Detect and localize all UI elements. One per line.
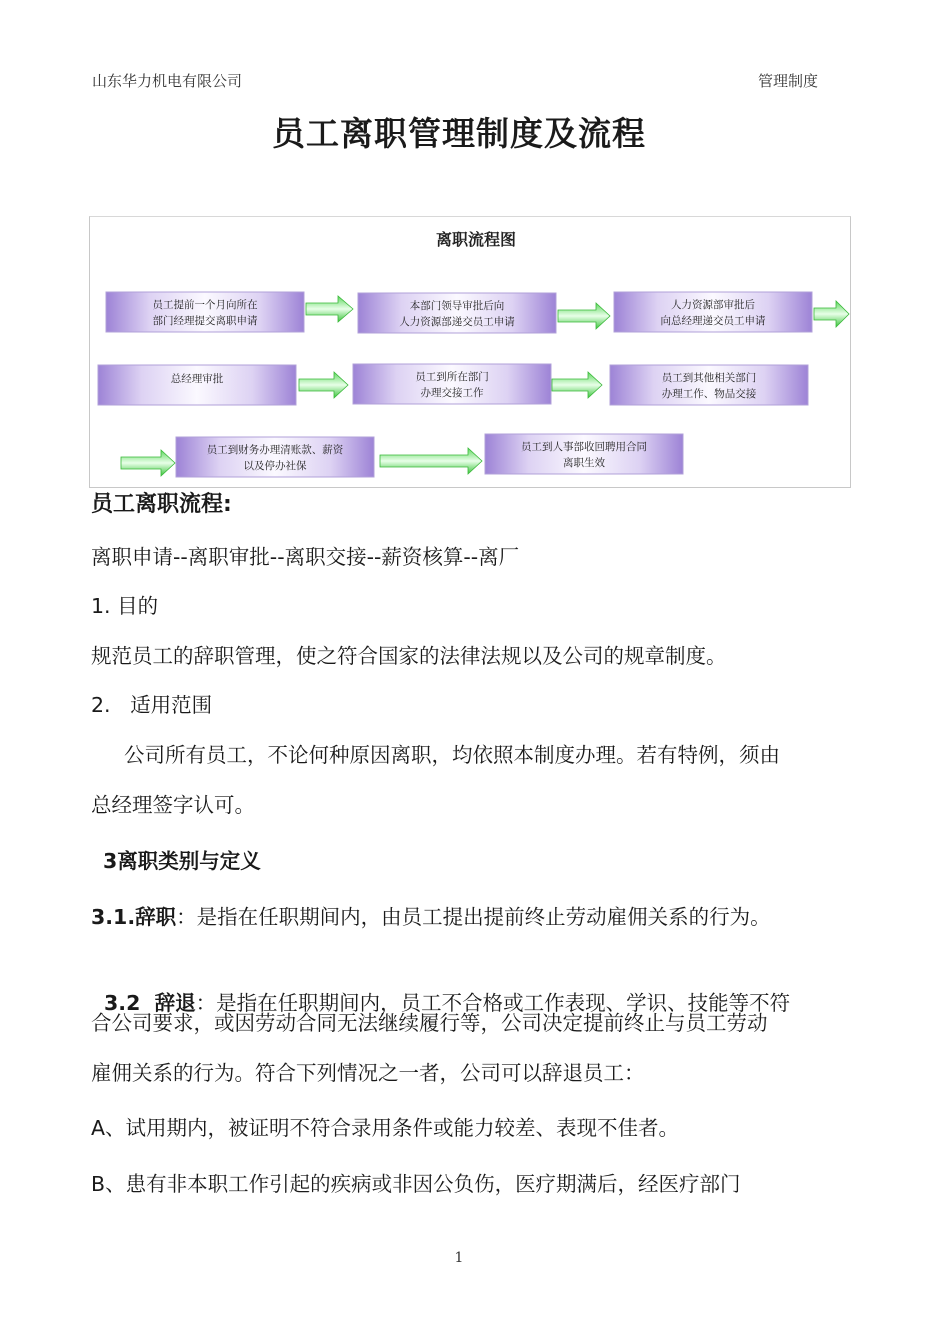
section-3-1-term: 3.1.辞职 [91,905,177,929]
flow-step-6 [610,365,808,405]
flow-step-2-line1: 本部门领导审批后向 [409,300,505,312]
flow-summary: 离职申请--离职审批--离职交接--薪资核算--离厂 [91,545,520,569]
flow-arrow-icon [380,448,482,474]
flow-step-4-line1: 总经理审批 [170,373,224,385]
flow-step-7-line1: 员工到财务办理清账款、薪资 [206,444,344,456]
flowchart [89,216,851,488]
flow-arrow-icon [558,303,610,329]
section-3-1-text: ：是指在任职期间内，由员工提出提前终止劳动雇佣关系的行为。 [176,905,771,929]
item-a: A、试用期内，被证明不符合录用条件或能力较差、表现不佳者。 [91,1116,680,1140]
section-1-heading: 1. 目的 [91,594,159,618]
flow-arrow-icon [306,296,353,322]
page-number: 1 [454,1250,464,1266]
flow-step-1-line1: 员工提前一个月向所在 [152,299,258,311]
flow-step-2-line2: 人力资源部递交员工申请 [399,316,515,328]
flow-step-2 [358,293,556,333]
flow-step-6-line1: 员工到其他相关部门 [661,372,757,384]
item-b: B、患有非本职工作引起的疾病或非因公负伤，医疗期满后，经医疗部门 [91,1172,741,1196]
flow-step-7 [176,437,374,477]
section-3-2-term: 3.2 辞退 [104,991,196,1015]
section-2-heading: 2. 适用范围 [91,693,213,717]
flow-step-8 [485,434,683,474]
section-1-text: 规范员工的辞职管理，使之符合国家的法律法规以及公司的规章制度。 [91,644,727,668]
flow-step-5-line1: 员工到所在部门 [415,371,489,383]
flow-arrow-icon [552,372,602,398]
section-3-2-line3: 雇佣关系的行为。符合下列情况之一者，公司可以辞退员工： [91,1061,645,1085]
header-company: 山东华力机电有限公司 [92,72,243,90]
section-3-2-line2: 合公司要求，或因劳动合同无法继续履行等，公司决定提前终止与员工劳动 [91,1011,768,1035]
document-title: 员工离职管理制度及流程 [272,114,646,153]
section-2-text-line1: 公司所有员工，不论何种原因离职，均依照本制度办理。若有特例，须由 [124,743,780,767]
flow-step-1 [106,292,304,332]
flow-arrow-icon [121,450,175,476]
flow-step-7-line2: 以及停办社保 [243,460,307,472]
section-2-text-line2: 总经理签字认可。 [91,793,255,817]
flow-step-3-line1: 人力资源部审批后 [671,299,755,311]
flow-arrow-icon [299,372,348,398]
section-3-2-text: ：是指在任职期间内，员工不合格或工作表现、学识、技能等不符 [195,991,791,1015]
flowchart-title: 离职流程图 [436,230,517,249]
header-category: 管理制度 [757,72,818,90]
flow-step-4 [98,365,296,405]
flow-step-6-line2: 办理工作、物品交接 [661,388,757,400]
section-3-1 [91,902,771,932]
flow-step-3-line2: 向总经理递交员工申请 [660,315,766,327]
flow-step-3 [614,292,812,332]
flow-step-1-line2: 部门经理提交离职申请 [152,315,258,327]
flow-arrow-icon [814,301,849,327]
flow-step-5 [353,364,551,404]
flow-step-5-line2: 办理交接工作 [420,387,484,399]
flow-step-8-line1: 员工到人事部收回聘用合同 [521,441,647,453]
flow-step-8-line2: 离职生效 [563,457,605,469]
section-3-heading: 3离职类别与定义 [103,849,261,873]
flow-heading: 员工离职流程: [91,492,232,517]
